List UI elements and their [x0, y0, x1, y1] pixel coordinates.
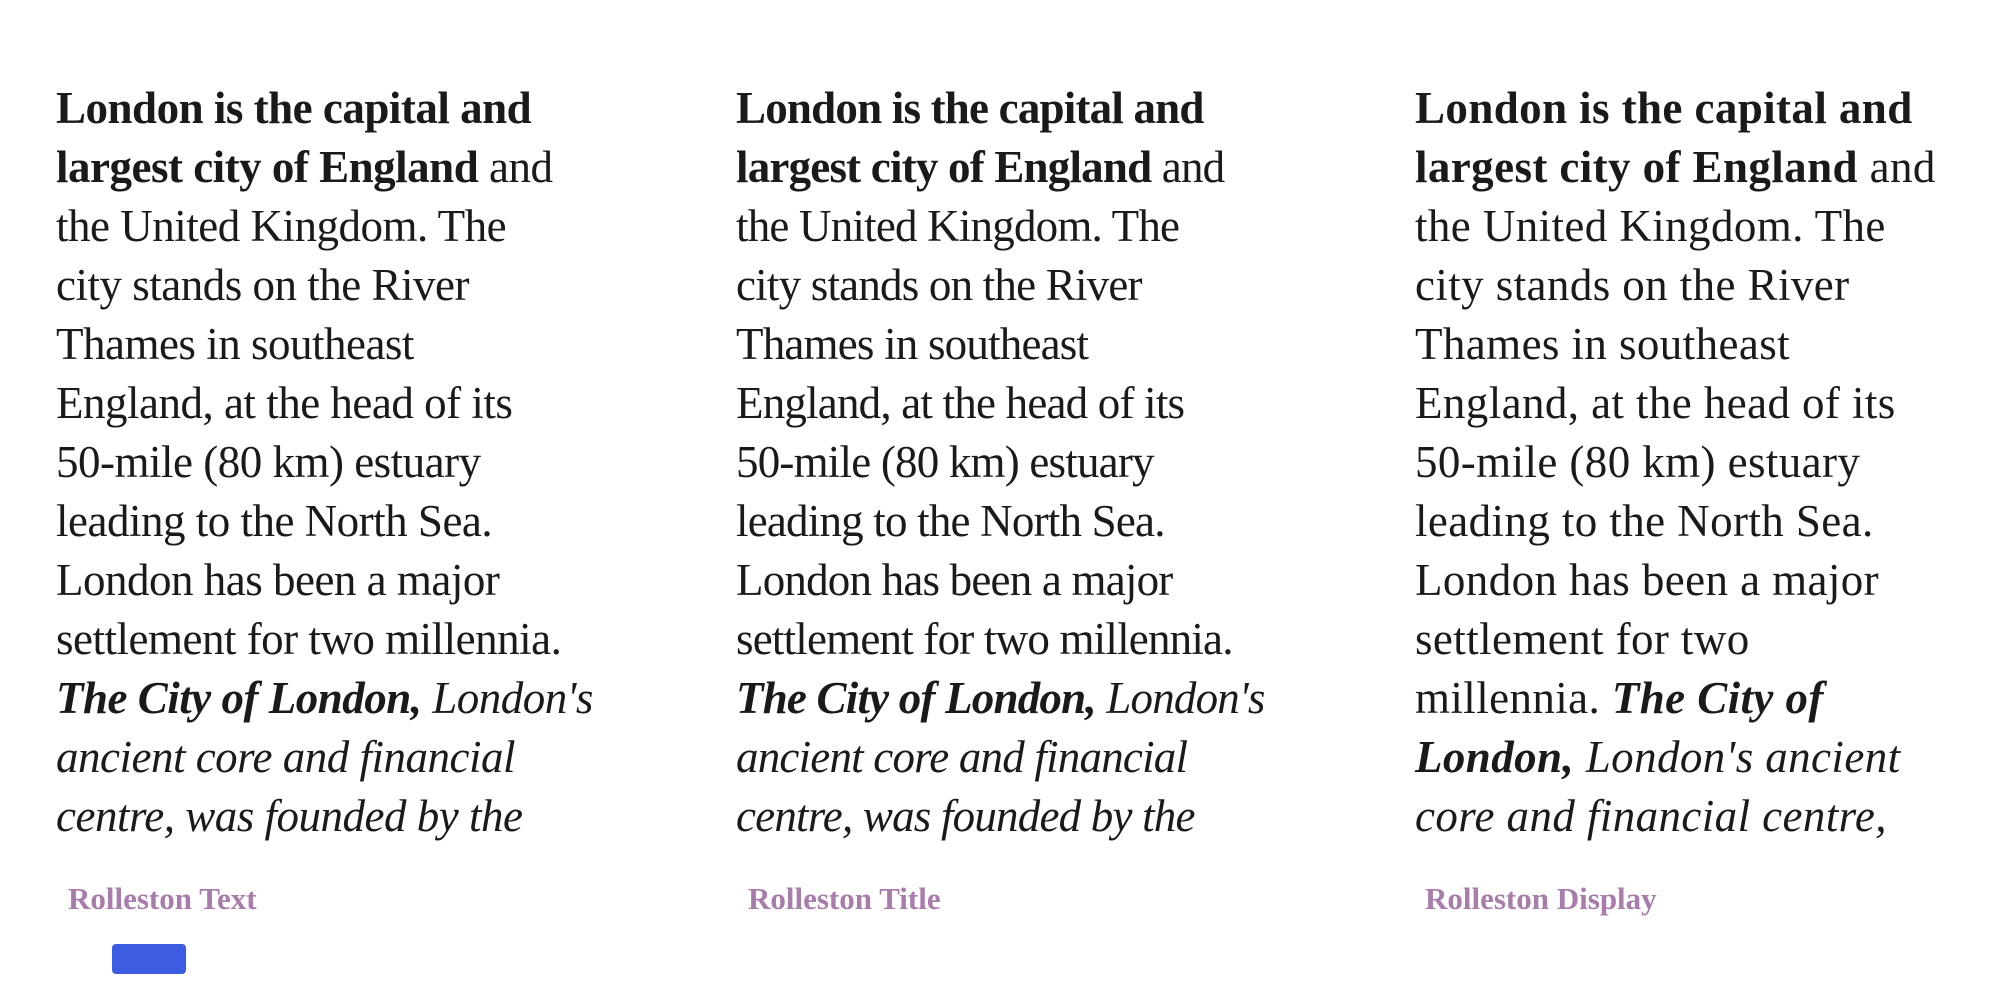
specimen-line — [1415, 79, 2000, 138]
specimen-line — [1415, 138, 2000, 197]
specimen-line — [736, 433, 1376, 492]
specimen-text-run: largest city of England — [1415, 142, 1858, 192]
specimen-text-run: ancient core and financial — [56, 732, 515, 782]
specimen-column-display — [1415, 79, 2000, 846]
specimen-line — [736, 315, 1376, 374]
specimen-text-run: core and financial centre, — [1415, 791, 1887, 841]
specimen-text-run: largest city of England — [736, 142, 1152, 192]
specimen-text-run: The City of — [1611, 673, 1824, 723]
specimen-line — [1415, 492, 2000, 551]
specimen-text-run: and — [1857, 142, 1936, 192]
specimen-text-run: settlement for two millennia. — [56, 614, 562, 664]
specimen-line — [736, 551, 1376, 610]
specimen-line — [736, 374, 1376, 433]
specimen-line — [736, 138, 1376, 197]
specimen-text-run: centre, was founded by the — [736, 791, 1195, 841]
specimen-text-run: the United Kingdom. The — [736, 201, 1180, 251]
specimen-text-run: city stands on the River — [736, 260, 1142, 310]
specimen-text-run: Thames in southeast — [56, 319, 414, 369]
specimen-line — [1415, 256, 2000, 315]
specimen-line — [736, 197, 1376, 256]
specimen-text-run: England, at the head of its — [1415, 378, 1896, 428]
specimen-line — [1415, 551, 2000, 610]
font-label-rolleston-title: Rolleston Title — [748, 881, 941, 916]
specimen-text-run: 50-mile (80 km) estuary — [736, 437, 1154, 487]
specimen-text-run: and — [478, 142, 553, 192]
specimen-text-run: London, — [1415, 732, 1575, 782]
specimen-text-run: Thames in southeast — [736, 319, 1089, 369]
specimen-text-run: the United Kingdom. The — [56, 201, 507, 251]
specimen-text-run: and — [1151, 142, 1225, 192]
specimen-line — [1415, 374, 2000, 433]
specimen-text-run: London is the capital and — [736, 83, 1204, 133]
specimen-line — [1415, 728, 2000, 787]
specimen-line — [736, 79, 1376, 138]
specimen-text-run: London's — [1095, 673, 1265, 723]
font-label-rolleston-display: Rolleston Display — [1425, 881, 1657, 916]
specimen-column-title — [736, 79, 1376, 846]
specimen-line — [1415, 433, 2000, 492]
specimen-text-run: settlement for two — [1415, 614, 1750, 664]
specimen-text-run: ancient core and financial — [736, 732, 1188, 782]
specimen-line — [56, 315, 696, 374]
specimen-column-text — [56, 79, 696, 846]
specimen-text-run: leading to the North Sea. — [736, 496, 1165, 546]
specimen-text-run: England, at the head of its — [736, 378, 1185, 428]
specimen-line — [736, 728, 1376, 787]
specimen-line — [56, 669, 696, 728]
specimen-line — [736, 669, 1376, 728]
specimen-text-run: leading to the North Sea. — [56, 496, 493, 546]
specimen-text-run: London is the capital and — [1415, 83, 1913, 133]
specimen-line — [736, 787, 1376, 846]
specimen-line — [1415, 315, 2000, 374]
specimen-line — [736, 610, 1376, 669]
specimen-text-run: England, at the head of its — [56, 378, 513, 428]
specimen-text-run: largest city of England — [56, 142, 479, 192]
specimen-line — [1415, 787, 2000, 846]
specimen-text-run: city stands on the River — [1415, 260, 1850, 310]
specimen-text-run: city stands on the River — [56, 260, 469, 310]
specimen-text-run: The City of London, — [56, 673, 422, 723]
specimen-text-run: 50-mile (80 km) estuary — [56, 437, 481, 487]
specimen-line — [1415, 197, 2000, 256]
specimen-text-run: 50-mile (80 km) estuary — [1415, 437, 1861, 487]
specimen-text-run: Thames in southeast — [1415, 319, 1791, 369]
specimen-line — [736, 256, 1376, 315]
specimen-text-run: London's — [421, 673, 593, 723]
partial-blue-button[interactable] — [112, 944, 186, 974]
specimen-text-run: leading to the North Sea. — [1415, 496, 1874, 546]
specimen-line — [56, 728, 696, 787]
specimen-text-run: London's ancient — [1574, 732, 1901, 782]
font-label-rolleston-text: Rolleston Text — [68, 881, 257, 916]
specimen-text-run: London is the capital and — [56, 83, 532, 133]
specimen-line — [56, 197, 696, 256]
specimen-line — [56, 374, 696, 433]
specimen-line — [56, 256, 696, 315]
specimen-line — [56, 551, 696, 610]
specimen-line — [56, 610, 696, 669]
specimen-text-run: millennia. — [1415, 673, 1612, 723]
specimen-text-run: London has been a major — [1415, 555, 1880, 605]
specimen-text-run: London has been a major — [56, 555, 500, 605]
specimen-line — [736, 492, 1376, 551]
specimen-text-run: The City of London, — [736, 673, 1096, 723]
specimen-line — [56, 138, 696, 197]
specimen-line — [56, 79, 696, 138]
specimen-text-run: settlement for two millennia. — [736, 614, 1233, 664]
specimen-line — [56, 492, 696, 551]
specimen-text-run: centre, was founded by the — [56, 791, 523, 841]
specimen-line — [56, 787, 696, 846]
specimen-line — [1415, 610, 2000, 669]
specimen-line — [1415, 669, 2000, 728]
specimen-text-run: the United Kingdom. The — [1415, 201, 1886, 251]
specimen-line — [56, 433, 696, 492]
specimen-text-run: London has been a major — [736, 555, 1173, 605]
